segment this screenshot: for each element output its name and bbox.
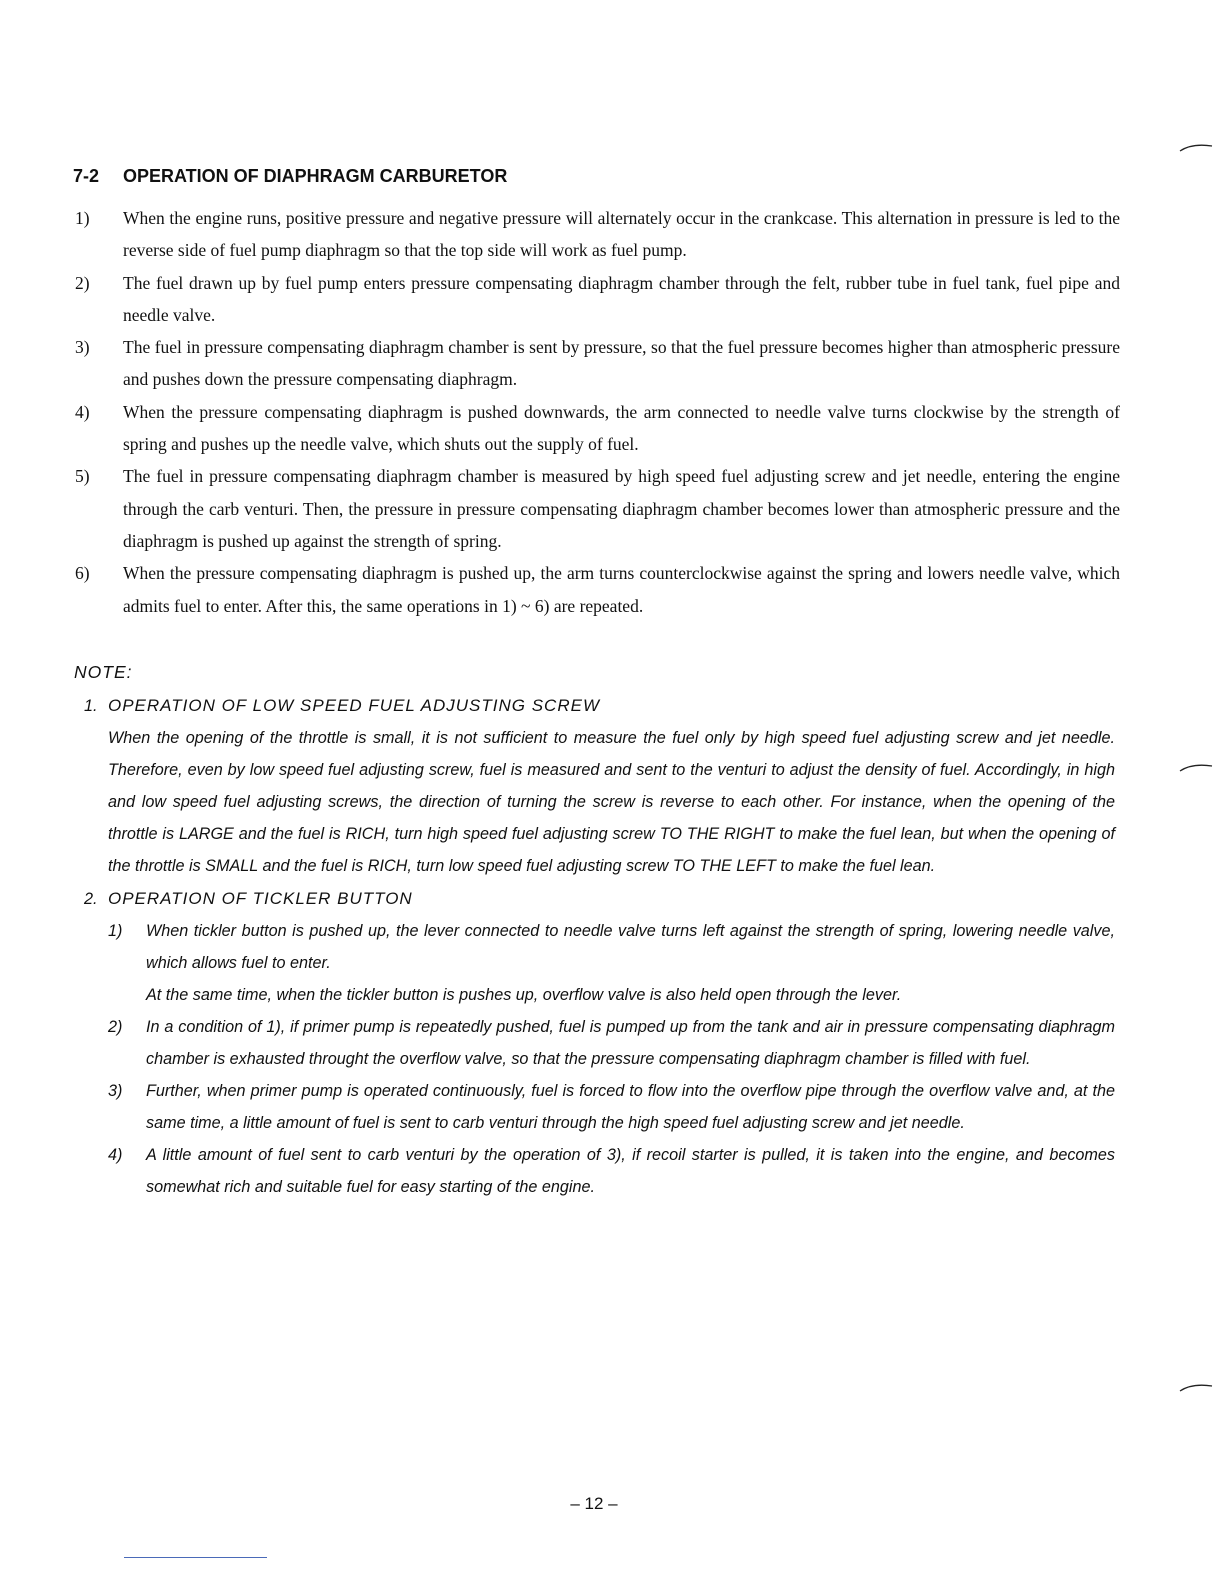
note-item-tickler-button (70, 883, 1115, 1204)
tickler-step-number: 4) (108, 1146, 123, 1165)
tickler-step-number: 1) (108, 921, 123, 940)
section-title: OPERATION OF DIAPHRAGM CARBURETOR (123, 166, 508, 186)
tickler-step-extra: At the same time, when the tickler button is pushes up, overflow valve is also held open through the lever. (146, 985, 902, 1004)
step-text: When the pressure compensating diaphragm is pushed up, the arm turns counterclockwise against the spring and lowers needle valve, which admits fuel to enter. After this, the same operations in 1) ~ 6) are repeated. (123, 563, 1120, 616)
tickler-step-text: Further, when primer pump is operated continuously, fuel is forced to flow into the overflow pipe through the overflow valve and, at the same time, a little amount of fuel is sent to carb venturi through the high speed fuel adjusting screw and jet needle. (146, 1082, 1115, 1133)
step-text: The fuel in pressure compensating diaphragm chamber is measured by high speed fuel adjusting screw and jet needle, entering the engine through the carb venturi. Then, the pressure in pressure compensating diaphragm chamber becomes lower than atmospheric pressure and the diaphragm is pushed up against the strength of spring. (123, 466, 1120, 551)
tickler-step (108, 1139, 1115, 1203)
tickler-step (108, 915, 1115, 1011)
note-title: OPERATION OF LOW SPEED FUEL ADJUSTING SCREW (108, 696, 600, 715)
step-text: The fuel drawn up by fuel pump enters pressure compensating diaphragm chamber through the felt, rubber tube in fuel tank, fuel pipe and needle valve. (123, 272, 1120, 325)
page-number: – 12 – (570, 1494, 618, 1513)
tickler-step-text: In a condition of 1), if primer pump is repeatedly pushed, fuel is pumped up from the tank and air in pressure compensating diaphragm chamber is exhausted throught the overflow valve, so that the pressure compensating diaphragm chamber is filled with fuel. (146, 1017, 1115, 1069)
step-number: 3) (75, 337, 90, 358)
footer-rule (124, 1557, 267, 1558)
binding-mark-icon (1178, 1382, 1214, 1394)
operation-step (70, 267, 1120, 332)
operation-step (70, 331, 1120, 396)
operation-step (70, 557, 1120, 622)
step-number: 5) (75, 466, 90, 487)
tickler-step (108, 1011, 1115, 1075)
tickler-steps (108, 915, 1115, 1204)
tickler-step-text: When tickler button is pushed up, the lever connected to needle valve turns left against the strength of spring, lowering needle valve, which allows fuel to enter. (146, 921, 1115, 972)
step-text: The fuel in pressure compensating diaphragm chamber is sent by pressure, so that the fuel pressure becomes higher than atmospheric pressure and pushes down the pressure compensating diaphragm. (123, 337, 1120, 390)
note-list (70, 690, 1115, 1204)
note-number: 1. (84, 697, 98, 715)
step-text: When the pressure compensating diaphragm is pushed downwards, the arm connected to needle valve turns clockwise by the strength of spring and pushes up the needle valve, which shuts out the supply of fuel. (123, 401, 1120, 455)
section-heading (73, 166, 507, 187)
binding-mark-icon (1178, 762, 1214, 774)
tickler-step-number: 2) (108, 1017, 123, 1036)
step-text: When the engine runs, positive pressure and negative pressure will alternately occur in the crankcase. This alternation in pressure is led to the reverse side of fuel pump diaphragm so that the top side will work as fuel pump. (123, 208, 1120, 261)
tickler-step-text: A little amount of fuel sent to carb venturi by the operation of 3), if recoil starter is pulled, it is taken into the engine, and becomes somewhat rich and suitable fuel for easy starting of the engine. (146, 1146, 1115, 1197)
step-number: 1) (75, 208, 90, 228)
operation-step (70, 202, 1120, 267)
tickler-step-number: 3) (108, 1082, 123, 1101)
step-number: 2) (75, 272, 90, 293)
note-title: OPERATION OF TICKLER BUTTON (108, 888, 413, 908)
note-item-low-speed-screw (70, 690, 1115, 883)
note-number: 2. (84, 889, 98, 908)
operation-step (70, 396, 1120, 461)
note-label: NOTE: (74, 662, 133, 682)
operation-step (70, 460, 1120, 557)
operation-steps (70, 202, 1120, 622)
step-number: 6) (75, 563, 90, 584)
binding-mark-icon (1178, 142, 1214, 154)
tickler-step (108, 1075, 1115, 1139)
step-number: 4) (75, 401, 90, 422)
note-body: When the opening of the throttle is small, it is not sufficient to measure the fuel only by high speed fuel adjusting screw and jet needle. Therefore, even by low speed fuel adjusting screw, fuel is measured and sent to the venturi to adjust the density of fuel. Accordingly, in high and low speed fuel adjusting screws, the direction of turning the screw is reverse to each other. For instance, when the opening of the throttle is LARGE and the fuel is RICH, turn high speed fuel adjusting screw TO THE RIGHT to make the fuel lean, but when the opening of the throttle is SMALL and the fuel is RICH, turn low speed fuel adjusting screw TO THE LEFT to make the fuel lean. (108, 729, 1115, 876)
section-number: 7-2 (73, 166, 100, 186)
